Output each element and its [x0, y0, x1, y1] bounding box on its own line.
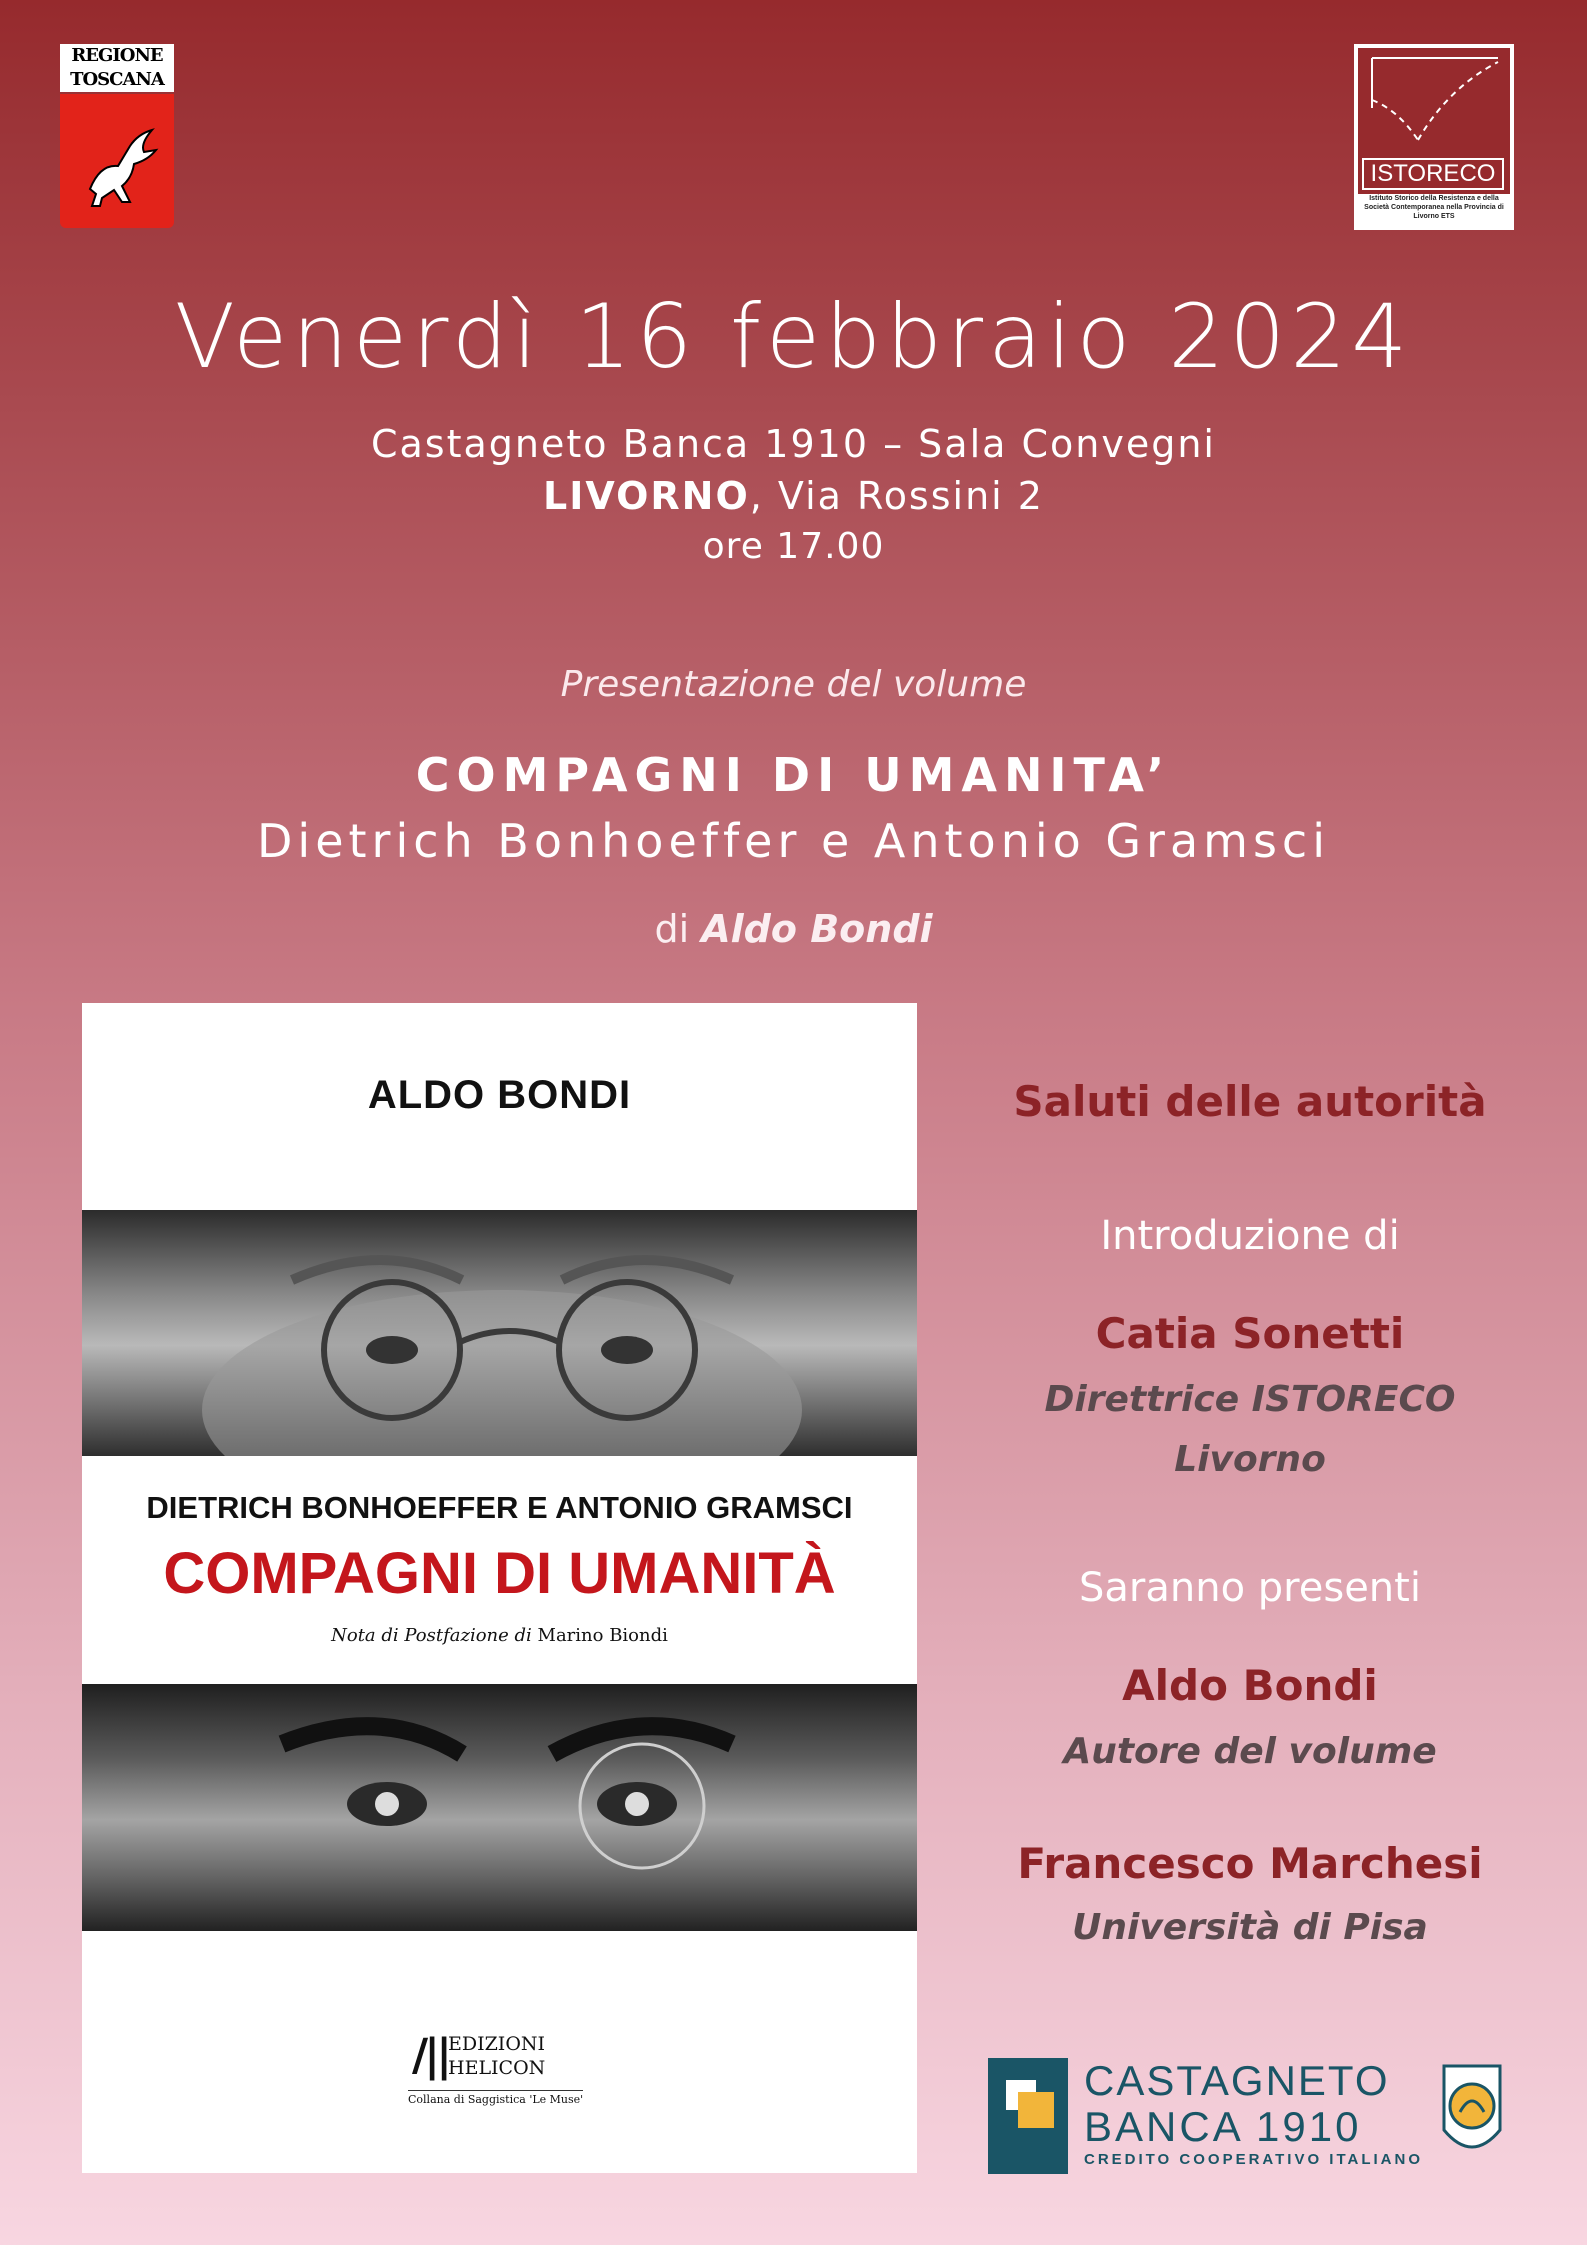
- regione-toscana-logo: [60, 44, 174, 232]
- regione-toscana-name: REGIONE TOSCANA: [60, 44, 174, 92]
- publisher-logo: /|| EDIZIONI HELICON Collana di Saggistica 'Le Muse': [408, 2030, 584, 2106]
- publisher-mark-icon: /||: [412, 2030, 449, 2081]
- publisher-collection: Collana di Saggistica 'Le Muse': [408, 2090, 583, 2107]
- speaker-3-role: Università di Pisa: [1072, 1907, 1428, 1948]
- program-intro-label: Introduzione di: [1100, 1213, 1400, 1259]
- istoreco-subtitle: Istituto Storico della Resistenza e della Società Contemporanea nella Provincia di Livorno ETS: [1364, 195, 1504, 220]
- event-city: LIVORNO: [542, 474, 750, 518]
- cover-names: DIETRICH BONHOEFFER E ANTONIO GRAMSCI: [146, 1490, 853, 1525]
- cover-author: ALDO BONDI: [367, 1073, 632, 1117]
- istoreco-mark: [1358, 48, 1510, 194]
- cover-note: Nota di Postfazione di Marino Biondi: [331, 1625, 668, 1646]
- event-time: ore 17.00: [702, 526, 885, 567]
- castagneto-square-icon: [988, 2058, 1068, 2174]
- book-title: COMPAGNI DI UMANITA’: [415, 748, 1172, 802]
- istoreco-name: ISTORECO: [1362, 158, 1504, 190]
- event-address: [0, 470, 1587, 522]
- pegasus-shield-icon: [60, 94, 174, 228]
- program-saluti: Saluti delle autorità: [1013, 1077, 1487, 1126]
- book-subtitle: Dietrich Bonhoeffer e Antonio Gramsci: [257, 814, 1330, 868]
- speaker-2-name: Aldo Bondi: [1122, 1661, 1378, 1710]
- istoreco-path-icon: [1358, 48, 1510, 154]
- event-date: Venerdì 16 febbraio 2024: [174, 285, 1413, 388]
- book-author: Aldo Bondi: [701, 907, 933, 951]
- program-present-label: Saranno presenti: [1079, 1565, 1421, 1611]
- gramsci-portrait: [82, 1684, 917, 1931]
- cover-title: COMPAGNI DI UMANITÀ: [163, 1541, 836, 1606]
- speaker-2-role: Autore del volume: [1063, 1731, 1437, 1772]
- speaker-3-name: Francesco Marchesi: [1017, 1839, 1483, 1888]
- castagneto-emblem-icon: [1434, 2060, 1510, 2170]
- presentation-intro: Presentazione del volume: [560, 664, 1027, 705]
- speaker-1-name: Catia Sonetti: [1095, 1309, 1405, 1358]
- book-byline: di Aldo Bondi: [654, 907, 933, 951]
- event-street: , Via Rossini 2: [749, 474, 1044, 518]
- bonhoeffer-portrait: [82, 1210, 917, 1456]
- speaker-1-role: Direttrice ISTORECO Livorno: [1044, 1379, 1456, 1480]
- castagneto-banca-logo: CASTAGNETO BANCA 1910 CREDITO COOPERATIVO ITALIANO: [988, 2058, 1512, 2174]
- book-cover: [82, 1003, 917, 2173]
- event-venue: Castagneto Banca 1910 – Sala Convegni: [370, 422, 1216, 466]
- istoreco-logo: [1354, 44, 1514, 230]
